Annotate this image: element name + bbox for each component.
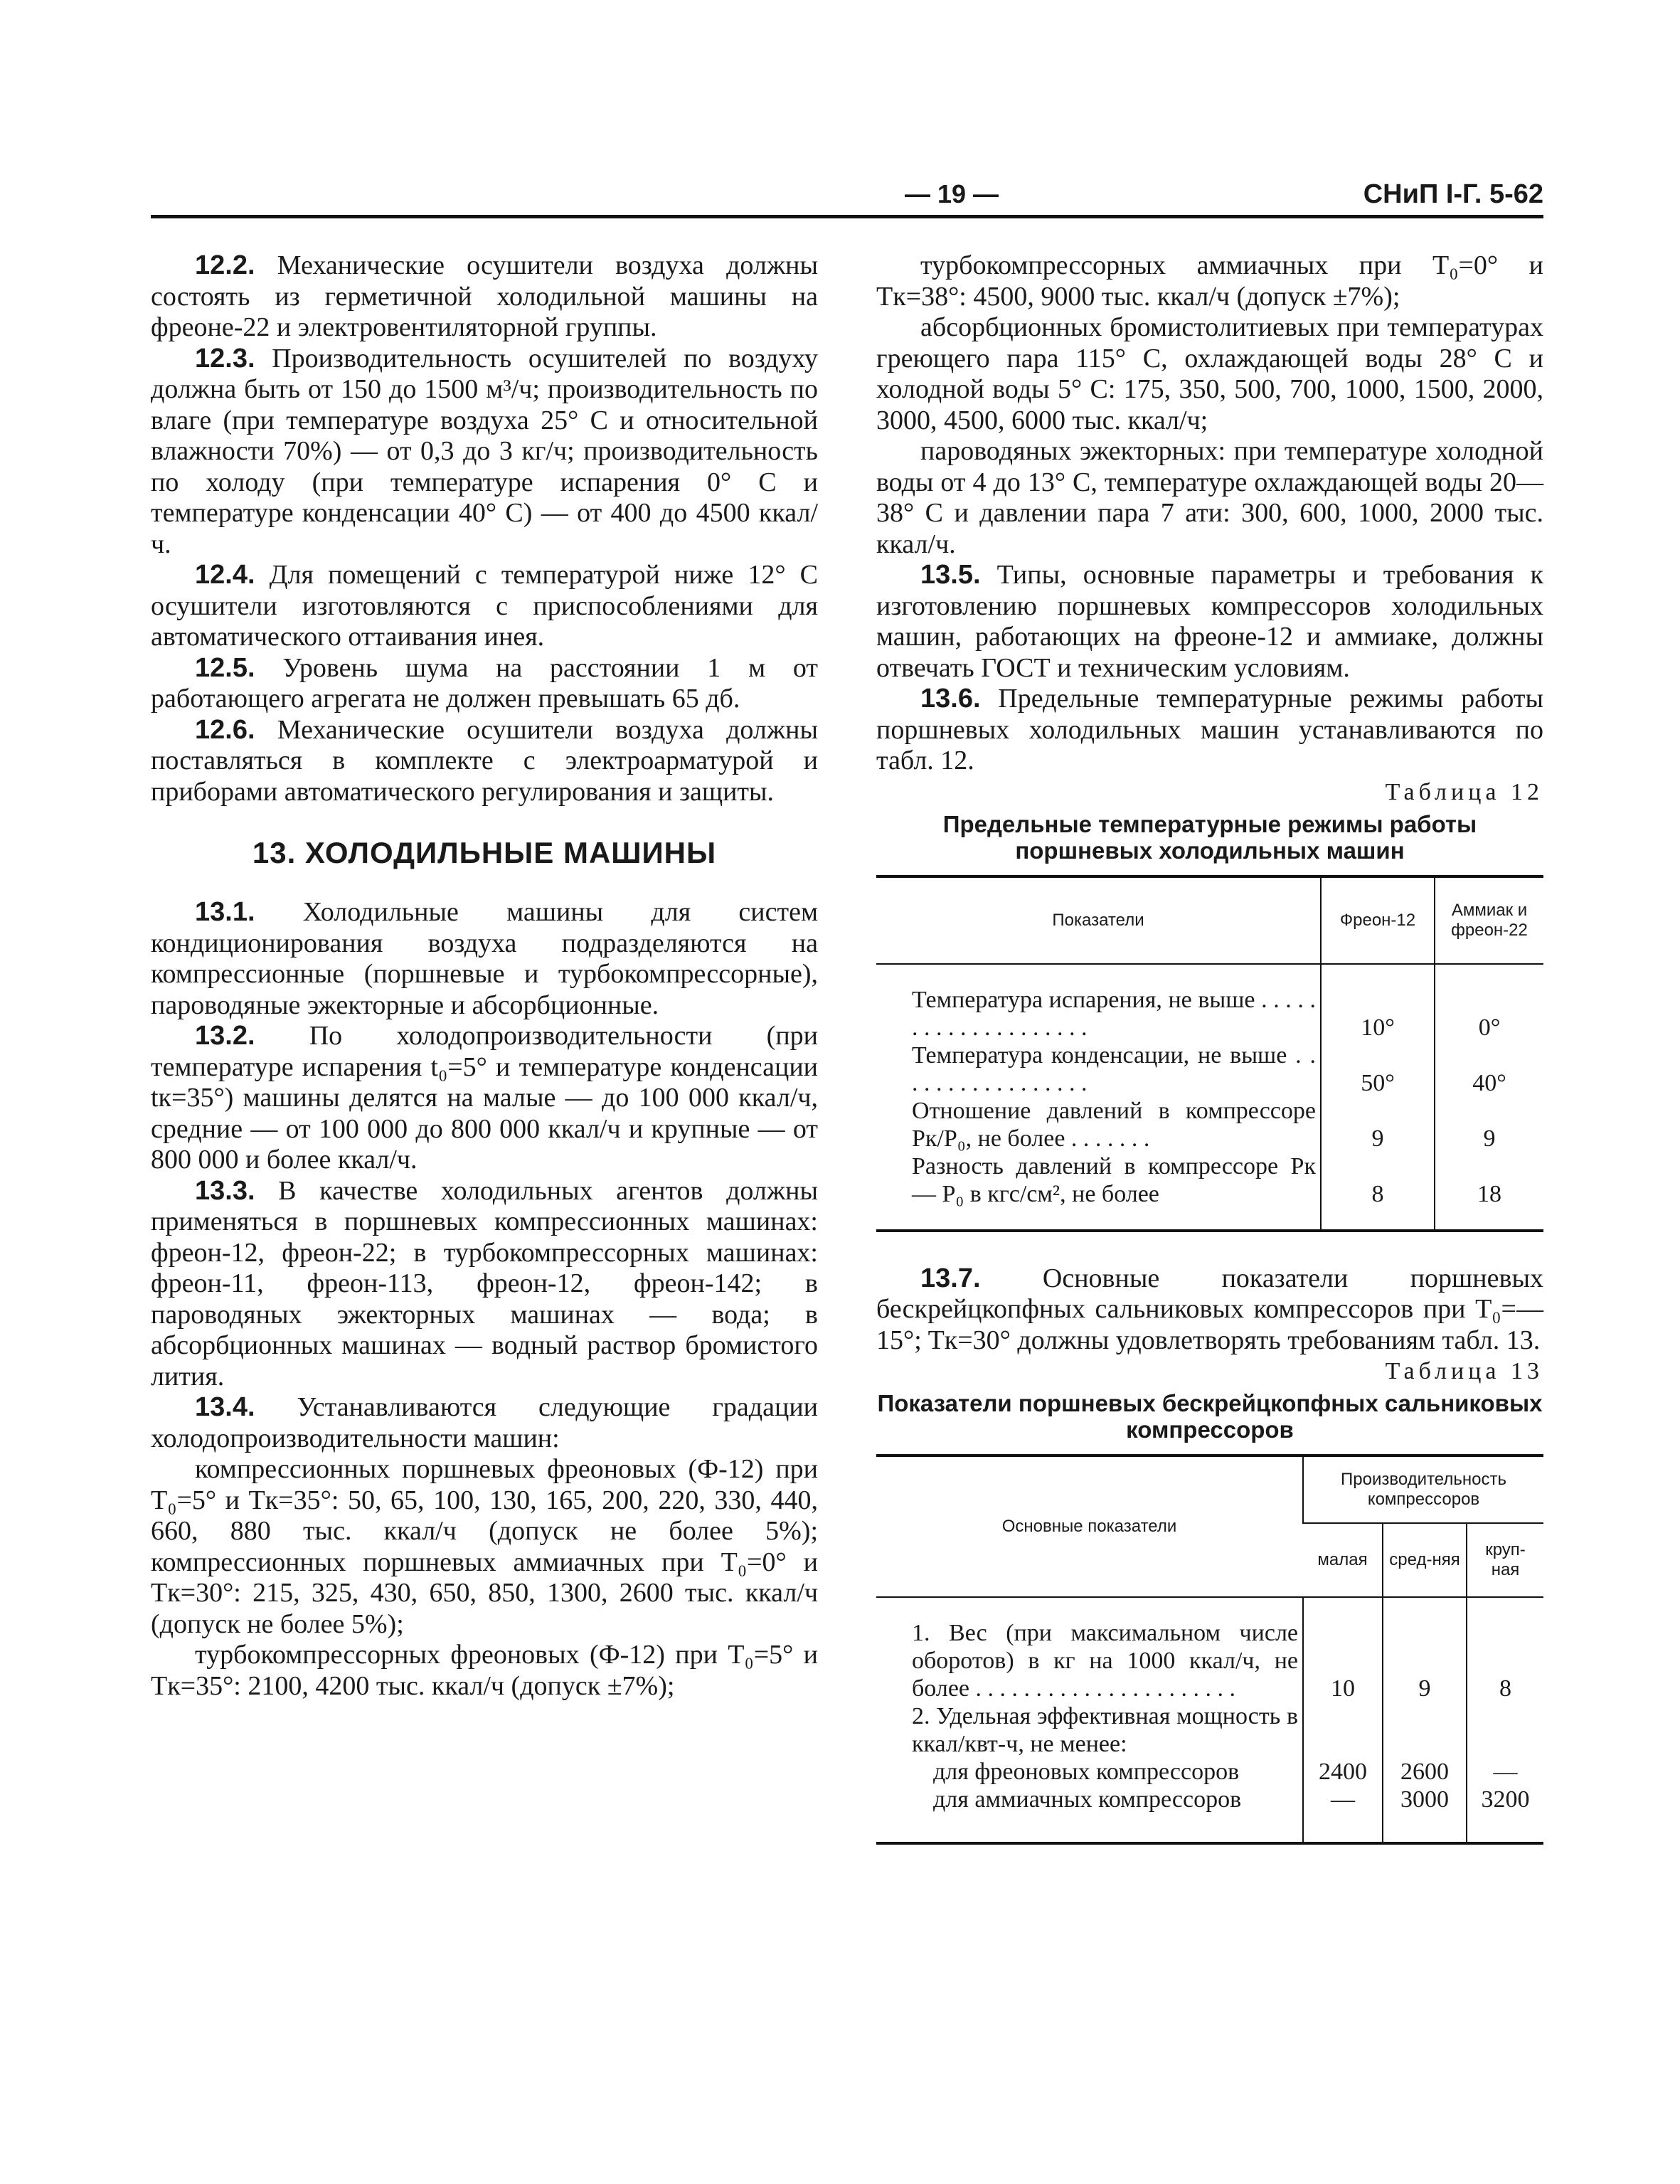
table-cell: Отношение давлений в компрессоре Pк/P₀, не более . . . . . . . [912,1097,1316,1152]
table-cell: 40° [1435,1041,1543,1097]
table-cell: 1. Вес (при максимальном числе оборотов) в кг на 1000 ккал/ч, не более . . . . . . . . . . . . . . . . . . . . . . [912,1620,1298,1702]
table-cell: 10° [1321,986,1435,1041]
paragraph-turbo-ammonia: турбокомпрессорных аммиачных при T₀=0° и Tк=38°: 4500, 9000 тыс. ккал/ч (допуск ±7%); [876,250,1543,312]
paragraph-ejector: пароводяных эжекторных: при температуре холодной воды от 4 до 13° С, температуре охлаждающей воды 20—38° С и давлении пара 7 ати: 300, 600, 1000, 2000 тыс. ккал/ч. [876,436,1543,559]
section-title: 13. ХОЛОДИЛЬНЫЕ МАШИНЫ [252,836,717,869]
table-cell: 2. Удельная эффективная мощность в ккал/квт-ч, не менее: [912,1703,1298,1757]
paragraph-13-6: 13.6. Предельные температурные режимы работы поршневых холодильных машин устанавливаются по табл. 12. [876,684,1543,775]
table-cell: Температура конденсации, не выше . . . . . . . . . . . . . . . . . [912,1041,1316,1096]
paragraph-13-4: 13.4. Устанавливаются следующие градации холодопроизводительности машин: [151,1392,818,1453]
table-header-cell: Производительность компрессоров [1303,1456,1543,1523]
paragraph-12-2: 12.2. Механические осушители воздуха должны состоять из герметичной холодильной машины на фреоне-22 и электровентиляторной группы. [151,250,818,342]
paragraph-13-5: 13.5. Типы, основные параметры и требования к изготовлению поршневых компрессоров холодильных машин, работающих на фреоне-12 и аммиаке, должны отвечать ГОСТ и техническим условиям. [876,560,1543,683]
table-cell: 9 [1383,1619,1467,1702]
paragraph-13-3: 13.3. В качестве холодильных агентов должны применяться в поршневых компрессионных машинах: фреон-12, фреон-22; в турбокомпрессорных машинах: фреон-11, фреон-113, фреон-12, фреон-142; в пароводяных эжекторных машинах — вода; в абсорбционных машинах — водный раствор бромистого лития. [151,1175,818,1391]
paragraph-12-6: 12.6. Механические осушители воздуха должны поставляться в комплекте с электроарматурой и приборами автоматического регулирования и защиты. [151,714,818,807]
right-column [876,250,1543,1845]
table-cell: Температура испарения, не выше . . . . . . . . . . . . . . . . . . . . [912,986,1316,1041]
table-cell: 2400 [1303,1758,1383,1786]
table-row [876,1097,1543,1152]
table-header-cell: Показатели [876,876,1321,964]
table-cell: 3200 [1467,1786,1543,1813]
table-row [876,1619,1543,1702]
paragraph-12-4: 12.4. Для помещений с температурой ниже 12° С осушители изготовляются с приспособлениями для автоматического оттаивания инея. [151,560,818,652]
page-header [151,179,1543,213]
paragraph-13-2: 13.2. По холодопроизводительности (при температуре испарения t₀=5° и температуре конденсации tк=35°) машины делятся на малые — до 100 000 ккал/ч, средние — от 100 000 до 800 000 ккал/ч и крупные — от 800 000 и более ккал/ч. [151,1021,818,1175]
table-header-cell: Аммиак и фреон-22 [1435,876,1543,964]
table-cell: для фреоновых компрессоров [933,1759,1240,1785]
table-12 [876,875,1543,1232]
table-cell: Разность давлений в компрессоре Pк — P₀ в кгс/см², не более [912,1152,1316,1207]
table-header-cell: круп-ная [1467,1523,1543,1597]
table-cell [1303,1702,1383,1758]
table-cell: — [1303,1786,1383,1813]
document-code: СНиП I-Г. 5-62 [1363,179,1543,209]
table-cell: 3000 [1383,1786,1467,1813]
table-row [876,1041,1543,1097]
table-cell [1467,1702,1543,1758]
table-cell: 10 [1303,1619,1383,1702]
table-cell: — [1467,1758,1543,1786]
table-header-row [876,876,1543,964]
table-cell: 8 [1467,1619,1543,1702]
table-13-label: Таблица 13 [1385,1358,1543,1384]
header-rule [151,215,1543,218]
paragraph-gradations-1: компрессионных поршневых фреоновых (Ф-12) при T₀=5° и Tк=35°: 50, 65, 100, 130, 165, 200, 220, 330, 440, 660, 880 тыс. ккал/ч (допуск не более 5%); компрессионных поршневых аммиачных при T₀=0° и Tк=30°: 215, 325, 430, 650, 850, 1300, 2600 тыс. ккал/ч (допуск не более 5%); [151,1454,818,1639]
table-13 [876,1454,1543,1845]
table-header-cell: Фреон-12 [1321,876,1435,964]
table-header-cell: Основные показатели [876,1456,1303,1597]
table-cell: 8 [1321,1152,1435,1208]
table-cell: 9 [1321,1097,1435,1152]
table-cell [1383,1702,1467,1758]
paragraph-12-5: 12.5. Уровень шума на расстоянии 1 м от работающего агрегата не должен превышать 65 дб. [151,652,818,714]
table-header-row [876,1456,1543,1523]
paragraph-12-3: 12.3. Производительность осушителей по воздуху должна быть от 150 до 1500 м³/ч; производительность по влаге (при температуре воздуха 25° С и относительной влажности 70%) — от 0,3 до 3 кг/ч; производительность по холоду (при температуре испарения 0° С и температуре конденсации 40° С) — от 400 до 4500 ккал/ч. [151,343,818,559]
table-cell: 0° [1435,986,1543,1041]
paragraph-13-1: 13.1. Холодильные машины для систем кондиционирования воздуха подразделяются на компрессионные (поршневые и турбокомпрессорные), пароводяные эжекторные и абсорбционные. [151,897,818,1020]
paragraph-13-7: 13.7. Основные показатели поршневых бескрейцкопфных сальниковых компрессоров при T₀=— 15°; Tк=30° должны удовлетворять требованиям табл. 13. [876,1263,1543,1355]
table-header-cell: сред-няя [1383,1523,1467,1597]
table-header-cell: малая [1303,1523,1383,1597]
paragraph-gradations-2: турбокомпрессорных фреоновых (Ф-12) при T₀=5° и Tк=35°: 2100, 4200 тыс. ккал/ч (допуск ±7%); [151,1640,818,1701]
table-row [876,1702,1543,1758]
paragraph-absorption: абсорбционных бромистолитиевых при температурах греющего пара 115° С, охлаждающей воды 28° С и холодной воды 5° С: 175, 350, 500, 700, 1000, 1500, 2000, 3000, 4500, 6000 тыс. ккал/ч; [876,312,1543,435]
table-12-label: Таблица 12 [1385,778,1543,805]
table-row [876,986,1543,1041]
table-cell: 2600 [1383,1758,1467,1786]
table-cell: 9 [1435,1097,1543,1152]
table-cell: 18 [1435,1152,1543,1208]
table-12-title: Предельные температурные режимы работы поршневых холодильных машин [942,810,1477,864]
table-cell: 50° [1321,1041,1435,1097]
left-column [151,250,818,1702]
table-row [876,1152,1543,1208]
table-row [876,1758,1543,1786]
table-13-title: Показатели поршневых бескрейцкопфных сальниковых компрессоров [877,1390,1543,1443]
table-cell: для аммиачных компрессоров [933,1786,1242,1813]
page-number: — 19 — [905,179,999,208]
table-row [876,1786,1543,1813]
